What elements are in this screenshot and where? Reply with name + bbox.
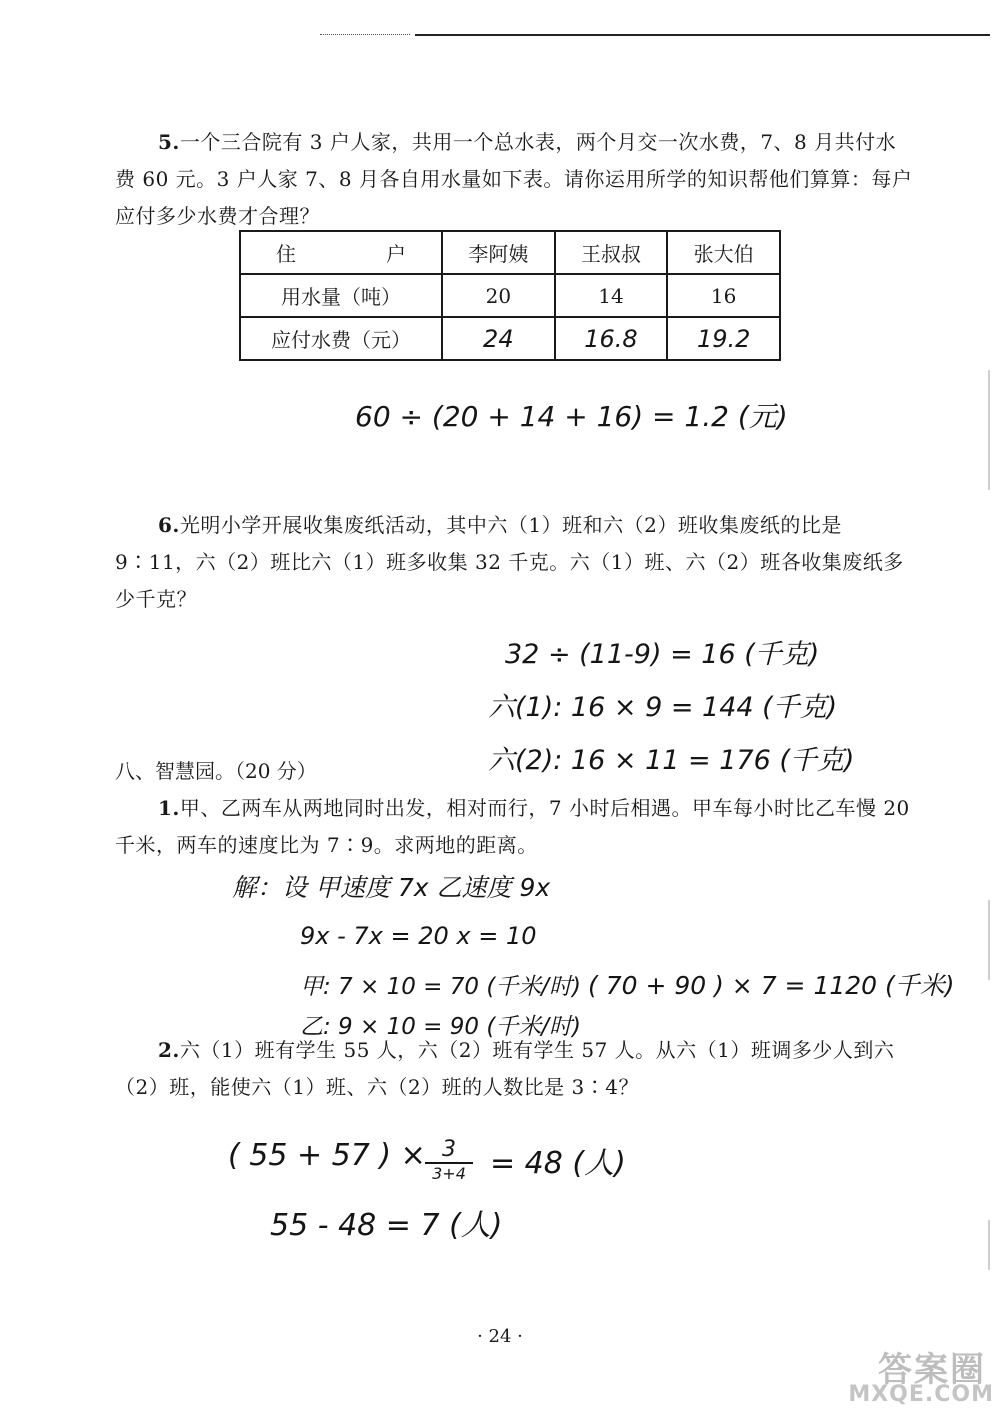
handwritten-answer: 16.8 <box>584 324 638 353</box>
question-5-text: 一个三合院有 3 户人家，共用一个总水表，两个月交一次水费，7、8 月共付水费 60 元。3 户人家 7、8 月各自用水量如下表。请你运用所学的知识帮他们算算：每户应付多少水费才合理？ <box>115 130 913 228</box>
table-header-label: 住 户 <box>240 231 442 274</box>
q8-2-fraction <box>425 1137 473 1183</box>
q6-work-line: 六(2): 16 × 11 = 176 (千克) <box>488 745 855 776</box>
table-row-fee <box>240 317 780 360</box>
question-6-text: 光明小学开展收集废纸活动，其中六（1）班和六（2）班收集废纸的比是 9∶11，六（2）班比六（1）班多收集 32 千克。六（1）班、六（2）班各收集废纸多少千克？ <box>115 513 904 611</box>
q8-1-work-line: ( 70 + 90 ) × 7 = 1120 (千米) <box>588 971 955 1000</box>
table-cell: 20 <box>442 274 555 317</box>
question-8-1 <box>115 790 915 864</box>
section-title: 八、智慧园。（20 分） <box>115 759 317 783</box>
question-6 <box>115 507 915 618</box>
q8-2-work-right: = 48 (人) <box>490 1146 626 1181</box>
question-8-1-number: 1. <box>158 796 180 820</box>
watermark-top-text: 答案圈 <box>878 1350 986 1390</box>
water-fee-table <box>239 230 781 361</box>
handwritten-answer: 24 <box>483 324 514 353</box>
table-row-label: 应付水费（元） <box>240 317 442 360</box>
scan-edge-mark <box>988 1220 990 1270</box>
watermark-logo <box>778 1342 1000 1408</box>
q8-1-work-line: 解：设 甲速度 7x 乙速度 9x <box>232 873 551 902</box>
watermark-bottom-text: MXQE.COM <box>848 1382 994 1407</box>
scan-edge-mark <box>988 900 990 980</box>
q8-1-work-line: 甲: 7 × 10 = 70 (千米/时) <box>300 974 582 1000</box>
question-8-2 <box>115 1032 915 1106</box>
table-cell: 张大伯 <box>667 231 780 274</box>
q8-2-work-left: ( 55 + 57 ) × <box>228 1138 426 1173</box>
table-row-label: 用水量（吨） <box>240 274 442 317</box>
table-cell: 16 <box>667 274 780 317</box>
header-rule <box>415 34 990 36</box>
question-8-1-text: 甲、乙两车从两地同时出发，相对而行，7 小时后相遇。甲车每小时比乙车慢 20 千米，两车的速度比为 7∶9。求两地的距离。 <box>115 796 910 857</box>
question-5-number: 5. <box>158 130 180 154</box>
table-header-row <box>240 231 780 274</box>
scan-edge-mark <box>988 370 990 490</box>
question-8-2-number: 2. <box>158 1038 180 1062</box>
table-row-water <box>240 274 780 317</box>
table-cell <box>442 317 555 360</box>
fraction-numerator: 3 <box>425 1137 473 1164</box>
q8-1-work-line: 乙: 9 × 10 = 90 (千米/时) <box>300 1014 582 1040</box>
fraction-denominator: 3+4 <box>432 1164 466 1183</box>
table-cell: 14 <box>555 274 668 317</box>
table-cell: 李阿姨 <box>442 231 555 274</box>
table-cell: 王叔叔 <box>555 231 668 274</box>
table-cell <box>667 317 780 360</box>
q8-1-work-line: 9x - 7x = 20 x = 10 <box>300 922 537 950</box>
question-8-2-text: 六（1）班有学生 55 人，六（2）班有学生 57 人。从六（1）班调多少人到六（2）班，能使六（1）班、六（2）班的人数比是 3∶4？ <box>115 1038 895 1099</box>
table-cell <box>555 317 668 360</box>
q6-work-line: 六(1): 16 × 9 = 144 (千克) <box>488 692 838 723</box>
page-number: · 24 · <box>477 1326 523 1347</box>
q6-work-line: 32 ÷ (11-9) = 16 (千克) <box>505 639 820 670</box>
question-6-number: 6. <box>158 513 180 537</box>
q5-handwritten-work: 60 ÷ (20 + 14 + 16) = 1.2 (元) <box>355 400 788 433</box>
handwritten-answer: 19.2 <box>696 324 751 353</box>
question-5 <box>115 124 915 235</box>
q8-2-work-line-2: 55 - 48 = 7 (人) <box>270 1208 503 1243</box>
